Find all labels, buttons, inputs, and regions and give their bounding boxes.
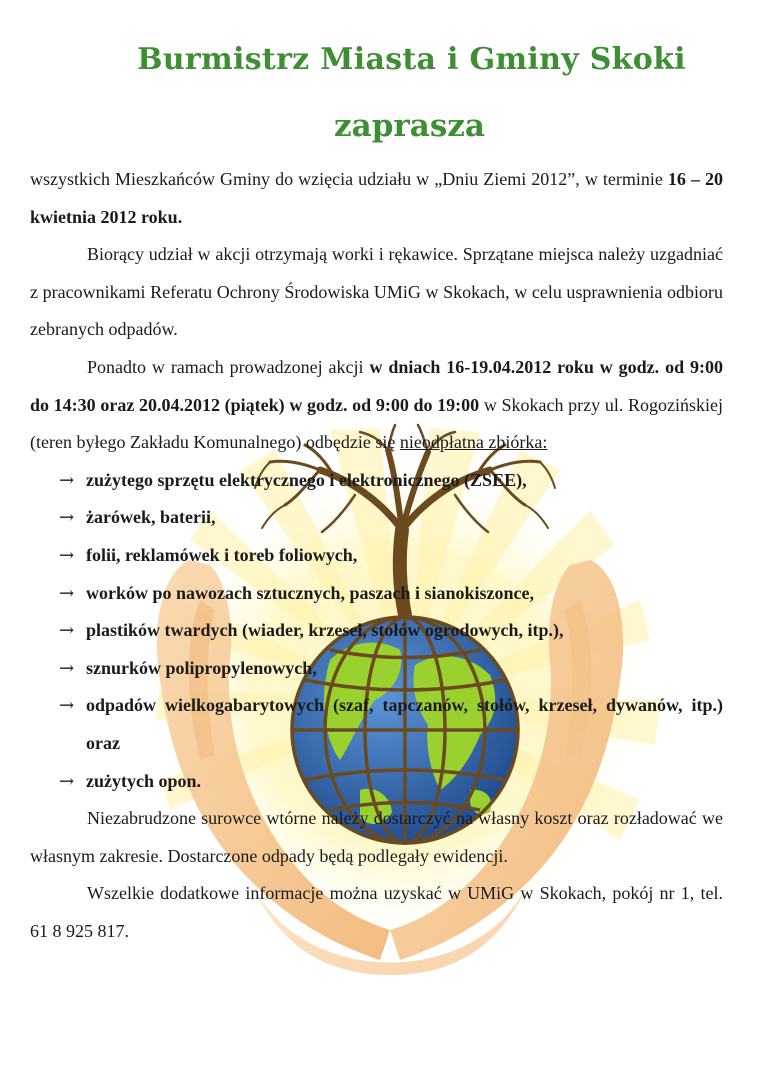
waste-items-list bbox=[30, 462, 723, 800]
list-item bbox=[30, 575, 723, 613]
paragraph-delivery: Niezabrudzone surowce wtórne należy dostarczyć na własny koszt oraz rozładować we własnym zakresie. Dostarczone odpady będą podlegały ewidencji. bbox=[30, 808, 723, 866]
list-item bbox=[30, 537, 723, 575]
intro-paragraph bbox=[30, 161, 723, 236]
list-item-text: zużytych opon. bbox=[86, 770, 202, 791]
list-item-text: zużytego sprzętu elektrycznego i elektronicznego (ZSEE), bbox=[86, 469, 527, 490]
intro-dates: 16 – 20 kwietnia 2012 roku. bbox=[30, 169, 723, 227]
title-line-2: zaprasza bbox=[334, 108, 485, 144]
body-text bbox=[30, 161, 723, 950]
list-item-text: folii, reklamówek i toreb foliowych, bbox=[86, 544, 358, 565]
collection-intro: Ponadto w ramach prowadzonej akcji bbox=[87, 356, 370, 377]
list-item bbox=[30, 462, 723, 500]
paragraph-equipment: Biorący udział w akcji otrzymają worki i rękawice. Sprzątane miejsca należy uzgadniać z pracownikami Referatu Ochrony Środowiska UMiG w Skokach, w celu usprawnienia odbioru zebranych odpadów. bbox=[30, 244, 723, 340]
list-item bbox=[30, 650, 723, 688]
arrow-icon: → bbox=[59, 620, 75, 642]
arrow-icon: → bbox=[59, 582, 75, 604]
list-item-text: worków po nawozach sztucznych, paszach i sianokiszonce, bbox=[86, 582, 535, 603]
collection-dates: w dniach 16-19.04.2012 roku w godz. od 9:00 do 14:30 oraz 20.04.2012 (piątek) w godz. od 9:00 do 19:00 bbox=[30, 356, 723, 415]
arrow-icon: → bbox=[59, 695, 75, 717]
paragraph-contact: Wszelkie dodatkowe informacje można uzyskać w UMiG w Skokach, pokój nr 1, tel. 61 8 925 817. bbox=[30, 883, 723, 941]
list-item bbox=[30, 687, 723, 762]
list-item bbox=[30, 612, 723, 650]
list-item-text: odpadów wielkogabarytowych (szaf, tapczanów, stołów, krzeseł, dywanów, itp.) oraz bbox=[86, 695, 723, 753]
list-item-text: żarówek, baterii, bbox=[86, 507, 216, 528]
list-item-text: plastików twardych (wiader, krzeseł, stołów ogrodowych, itp.), bbox=[86, 620, 564, 641]
arrow-icon: → bbox=[59, 657, 75, 679]
intro-text: wszystkich Mieszkańców Gminy do wzięcia udziału w „Dniu Ziemi 2012”, w terminie bbox=[30, 169, 668, 189]
arrow-icon: → bbox=[59, 469, 75, 491]
list-item-text: sznurków polipropylenowych, bbox=[86, 657, 317, 678]
arrow-icon: → bbox=[59, 507, 75, 529]
arrow-icon: → bbox=[59, 770, 75, 792]
collection-location: w Skokach przy ul. Rogozińskiej (teren byłego Zakładu Komunalnego) odbędzie się bbox=[30, 394, 723, 453]
free-collection-label: nieodpłatna zbiórka: bbox=[399, 432, 548, 453]
list-item bbox=[30, 763, 723, 801]
arrow-icon: → bbox=[59, 544, 75, 566]
list-item bbox=[30, 499, 723, 537]
title-line-1: Burmistrz Miasta i Gminy Skoki bbox=[137, 42, 686, 77]
paragraph-collection bbox=[30, 349, 723, 462]
